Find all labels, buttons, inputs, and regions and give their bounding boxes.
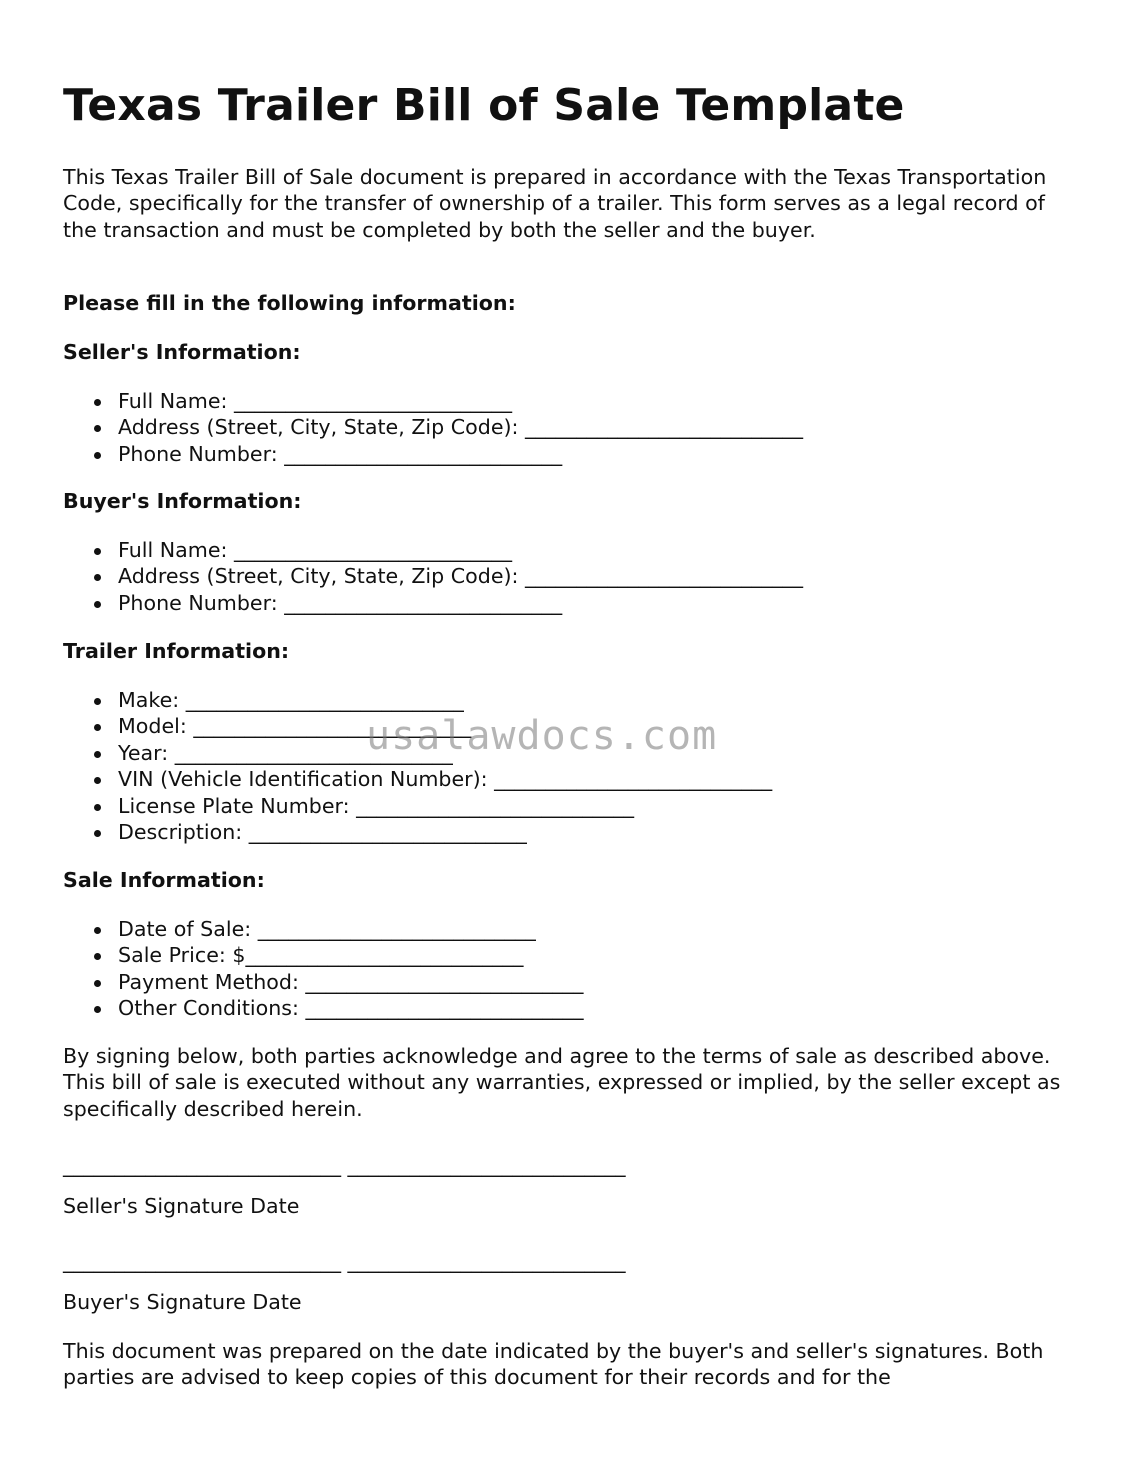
buyer-signature-label: Buyer's Signature Date [63,1290,302,1314]
buyer-address-field: Address (Street, City, State, Zip Code): ___________________________ [63,563,803,589]
sale-section-heading: Sale Information: [63,868,265,892]
buyer-phone-field: Phone Number: ___________________________ [63,590,803,616]
closing-paragraph: This document was prepared on the date indicated by the buyer's and seller's signatures. Both parties are advised to keep copies of this document for their records and for the [63,1339,1044,1390]
sale-date-field: Date of Sale: ___________________________ [63,916,584,942]
trailer-license-plate-field: License Plate Number: ___________________________ [63,793,772,819]
trailer-year-field: Year: ___________________________ [63,740,772,766]
seller-phone-field: Phone Number: ___________________________ [63,441,803,467]
watermark-text: usalawdocs.com [366,713,718,759]
page-title: Texas Trailer Bill of Sale Template [63,80,905,131]
other-conditions-field: Other Conditions: ___________________________ [63,995,584,1021]
intro-paragraph: This Texas Trailer Bill of Sale document is prepared in accordance with the Texas Transportation Code, specifically for the transfer of ownership of a trailer. This form serves as a legal record of the transaction and must be completed by both the seller and the buyer. [63,165,1047,242]
buyer-section-heading: Buyer's Information: [63,489,302,513]
seller-section-heading: Seller's Information: [63,340,301,364]
seller-signature-lines: ___________________________ ___________________________ [63,1153,626,1177]
seller-address-field: Address (Street, City, State, Zip Code): ___________________________ [63,414,803,440]
sale-price-field: Sale Price: $___________________________ [63,942,584,968]
seller-signature-label: Seller's Signature Date [63,1194,300,1218]
buyer-full-name-field: Full Name: ___________________________ [63,537,803,563]
seller-fields-list [63,388,803,467]
trailer-make-field: Make: ___________________________ [63,687,772,713]
trailer-vin-field: VIN (Vehicle Identification Number): ___________________________ [63,766,772,792]
trailer-description-field: Description: ___________________________ [63,819,772,845]
acknowledgment-paragraph: By signing below, both parties acknowledge and agree to the terms of sale as described above. This bill of sale is executed without any warranties, expressed or implied, by the seller except as specifically described herein. [63,1044,1061,1121]
buyer-signature-lines: ___________________________ ___________________________ [63,1249,626,1273]
instruction-heading: Please fill in the following information: [63,291,516,315]
trailer-model-field: Model: ___________________________ [63,713,772,739]
buyer-fields-list [63,537,803,616]
trailer-fields-list [63,687,772,845]
payment-method-field: Payment Method: ___________________________ [63,969,584,995]
seller-full-name-field: Full Name: ___________________________ [63,388,803,414]
sale-fields-list [63,916,584,1022]
trailer-section-heading: Trailer Information: [63,639,290,663]
